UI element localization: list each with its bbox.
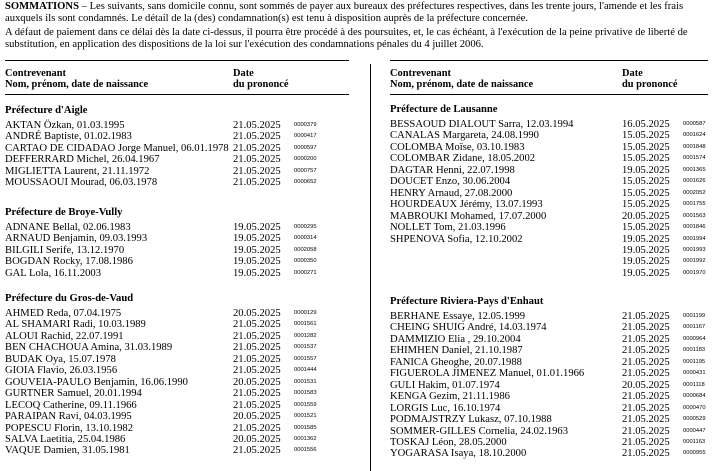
reference-code: 0001992 — [683, 258, 706, 265]
date-prononce: 15.05.2025 — [622, 199, 670, 211]
date-prononce: 21.05.2025 — [233, 388, 281, 400]
reference-code: 0000200 — [294, 156, 317, 163]
reference-code: 0000129 — [294, 310, 317, 316]
reference-code: 0001993 — [683, 246, 706, 253]
reference-code: 0001118 — [683, 381, 705, 388]
contrevenant-name: YOGARASA Isaya, 18.10.2000 — [390, 448, 527, 460]
table-row — [5, 388, 349, 399]
contrevenant-name: NOLLET Tom, 21.03.1996 — [390, 222, 506, 234]
date-prononce: 21.05.2025 — [622, 391, 670, 403]
reference-code: 0001521 — [294, 413, 317, 420]
date-prononce: 21.05.2025 — [233, 353, 281, 365]
table-row — [390, 234, 708, 245]
date-prononce: 19.05.2025 — [233, 267, 281, 279]
date-prononce: 15.05.2025 — [622, 141, 670, 153]
reference-code: 0000379 — [294, 122, 317, 128]
reference-code: 0001583 — [294, 390, 317, 397]
date-prononce: 21.05.2025 — [233, 342, 281, 354]
intro-paragraph-1 — [5, 1, 708, 25]
top-rule — [5, 60, 349, 61]
table-row — [5, 377, 349, 388]
table-row — [390, 211, 708, 222]
reference-code: 0000955 — [683, 450, 706, 457]
contrevenant-name: BOGDAN Rocky, 17.08.1986 — [5, 256, 133, 268]
intro-paragraph-2: A défaut de paiement dans ce délai dès la date ci-dessus, il pourra être procédé à des poursuites, et, le cas échéant, à l'exécution de la peine privative de liberté de substitution, en application des dispositions de la loi sur l'exécution des condamnations pénales du 4 juillet 2006. — [5, 27, 688, 50]
reference-code: 0001626 — [683, 178, 706, 185]
reference-code: 0001531 — [294, 378, 317, 385]
table-row — [5, 143, 349, 154]
contrevenant-name: BUDAK Oya, 15.07.1978 — [5, 353, 116, 365]
contrevenant-name: DEFFERRARD Michel, 26.04.1967 — [5, 154, 160, 166]
date-prononce: 20.05.2025 — [233, 376, 281, 388]
reference-code: 0001624 — [683, 132, 706, 139]
header-date-line2: du prononcé — [233, 79, 289, 90]
contrevenant-name: SHPENOVA Sofia, 12.10.2002 — [390, 233, 523, 245]
section-title: Préfecture de Broye-Vully — [5, 207, 123, 218]
contrevenant-name: AHMED Reda, 07.04.1975 — [5, 308, 122, 319]
reference-code: 0000350 — [294, 258, 317, 265]
contrevenant-name: MIGLIETTA Laurent, 21.11.1972 — [5, 165, 150, 177]
contrevenant-name: MABROUKI Mohamed, 17.07.2000 — [390, 210, 547, 222]
table-row — [5, 308, 349, 319]
contrevenant-name: DAMMIZIO Elia , 29.10.2004 — [390, 333, 521, 345]
reference-code: 0001994 — [683, 235, 706, 242]
table-row — [390, 357, 708, 368]
date-prononce: 19.05.2025 — [622, 256, 670, 268]
date-prononce: 15.05.2025 — [622, 153, 670, 165]
contrevenant-name: VAQUE Damien, 31.05.1981 — [5, 445, 130, 457]
date-prononce: 21.05.2025 — [622, 448, 670, 460]
header-date — [233, 68, 289, 90]
date-prononce: 19.05.2025 — [622, 233, 670, 245]
contrevenant-name: GULI Hakim, 01.07.1974 — [390, 379, 500, 391]
column-divider — [370, 64, 371, 471]
contrevenant-name: DOUCET Enzo, 30.06.2004 — [390, 176, 511, 188]
date-prononce: 15.05.2025 — [622, 176, 670, 188]
date-prononce: 21.05.2025 — [622, 345, 670, 357]
contrevenant-name: CANALAS Margareta, 24.08.1990 — [390, 130, 539, 142]
table-row — [390, 334, 708, 345]
header-date-line1: Date — [233, 68, 254, 79]
table-row — [5, 233, 349, 244]
header-rule — [5, 94, 349, 95]
section-title: Préfecture Riviera-Pays d'Enhaut — [390, 296, 544, 307]
reference-code: 0000470 — [683, 404, 706, 411]
reference-code: 0000597 — [294, 144, 317, 151]
date-prononce: 21.05.2025 — [233, 422, 281, 434]
reference-code: 0001556 — [294, 447, 317, 454]
date-prononce: 21.05.2025 — [622, 436, 670, 448]
table-row — [390, 345, 708, 356]
reference-code: 0000314 — [294, 235, 317, 242]
contrevenant-name: SOMMER-GILLES Cornelia, 24.02.1963 — [390, 425, 569, 437]
contrevenant-name: PODMAJSTRZY Lukasz, 07.10.1988 — [390, 414, 552, 426]
reference-code: 0001199 — [683, 313, 706, 319]
reference-code: 0001557 — [294, 355, 317, 362]
contrevenant-name: DAGTAR Henni, 22.07.1998 — [390, 164, 515, 176]
contrevenant-name: CHEING SHUIG André, 14.03.1974 — [390, 322, 547, 334]
reference-code: 0000684 — [683, 393, 706, 400]
table-row — [390, 403, 708, 414]
reference-code: 0000757 — [294, 167, 317, 174]
contrevenant-name: GIOIA Flavio, 26.03.1956 — [5, 365, 118, 377]
date-prononce: 21.05.2025 — [622, 425, 670, 437]
date-prononce: 21.05.2025 — [622, 368, 670, 380]
contrevenant-name: BERHANE Essaye, 12.05.1999 — [390, 311, 526, 322]
header-date-line1: Date — [622, 68, 643, 79]
reference-code: 0001195 — [683, 358, 706, 365]
date-prononce: 21.05.2025 — [622, 402, 670, 414]
contrevenant-name: TOSKAJ Léon, 28.05.2000 — [390, 436, 507, 448]
table-row — [390, 414, 708, 425]
reference-code: 0001362 — [294, 435, 317, 442]
table-row — [390, 199, 708, 210]
date-prononce: 21.05.2025 — [233, 365, 281, 377]
contrevenant-name: GOUVEIA-PAULO Benjamin, 16.06.1990 — [5, 376, 188, 388]
reference-code: 0000964 — [683, 335, 706, 342]
header-date-line2: du prononcé — [622, 79, 678, 90]
contrevenant-name: PARAIPAN Ravi, 04.03.1995 — [5, 411, 132, 423]
date-prononce: 19.05.2025 — [233, 233, 281, 245]
contrevenant-name: BILGILI Serife, 13.12.1970 — [5, 244, 125, 256]
table-row — [390, 142, 708, 153]
contrevenant-name: BEN CHACHOUA Amina, 31.03.1989 — [5, 342, 173, 354]
table-row — [5, 423, 349, 434]
contrevenant-name: HOURDEAUX Jérémy, 13.07.1993 — [390, 199, 543, 211]
date-prononce: 21.05.2025 — [622, 311, 670, 322]
table-row — [5, 400, 349, 411]
date-prononce: 21.05.2025 — [233, 319, 281, 331]
table-row — [390, 119, 708, 130]
reference-code: 0001846 — [683, 224, 706, 231]
header-date — [622, 68, 678, 90]
date-prononce: 19.05.2025 — [233, 244, 281, 256]
reference-code: 0002058 — [294, 246, 317, 253]
reference-code: 0000295 — [294, 224, 317, 230]
table-row — [390, 311, 708, 322]
contrevenant-name: EHIMHEN Daniel, 21.10.1987 — [390, 345, 523, 357]
date-prononce: 21.05.2025 — [622, 414, 670, 426]
table-row — [5, 166, 349, 177]
date-prononce: 21.05.2025 — [233, 330, 281, 342]
reference-code: 0002052 — [683, 189, 706, 196]
contrevenant-name: ARNAUD Benjamin, 09.03.1993 — [5, 233, 148, 245]
date-prononce: 15.05.2025 — [622, 222, 670, 234]
reference-code: 0000417 — [294, 133, 317, 140]
reference-code: 0001970 — [683, 269, 706, 276]
table-header — [5, 68, 349, 92]
table-row — [5, 222, 349, 233]
table-row — [5, 268, 349, 279]
reference-code: 0001559 — [294, 401, 317, 408]
table-row — [390, 322, 708, 333]
reference-code: 0001183 — [683, 347, 706, 354]
date-prononce: 21.05.2025 — [622, 333, 670, 345]
table-row — [390, 245, 708, 256]
date-prononce: 15.05.2025 — [622, 187, 670, 199]
table-row — [5, 411, 349, 422]
contrevenant-name: HENRY Arnaud, 27.08.2000 — [390, 187, 513, 199]
date-prononce: 20.05.2025 — [622, 210, 670, 222]
section-title: Préfecture d'Aigle — [5, 105, 88, 116]
reference-code: 0001848 — [683, 143, 706, 150]
reference-code: 0001574 — [683, 155, 706, 162]
table-row — [390, 222, 708, 233]
table-row — [5, 331, 349, 342]
table-row — [390, 256, 708, 267]
contrevenant-name: MOUSSAOUI Mourad, 06.03.1978 — [5, 177, 158, 189]
top-rule — [390, 60, 708, 61]
reference-code: 0000529 — [683, 416, 706, 423]
reference-code: 0001163 — [683, 438, 706, 445]
table-row — [390, 391, 708, 402]
contrevenant-name: FIGUEROLA JIMENEZ Manuel, 01.01.1966 — [390, 368, 585, 380]
date-prononce: 21.05.2025 — [233, 131, 281, 143]
table-row — [390, 380, 708, 391]
header-contrevenant-line2: Nom, prénom, date de naissance — [390, 79, 534, 90]
table-row — [390, 268, 708, 279]
date-prononce: 19.05.2025 — [622, 267, 670, 279]
table-row — [390, 426, 708, 437]
table-row — [5, 154, 349, 165]
table-row — [5, 342, 349, 353]
contrevenant-name: COLOMBA Moïse, 03.10.1983 — [390, 141, 525, 153]
table-row — [390, 437, 708, 448]
date-prononce: 19.05.2025 — [233, 222, 281, 233]
table-row — [390, 448, 708, 459]
reference-code: 0001561 — [294, 321, 317, 328]
header-contrevenant-line2: Nom, prénom, date de naissance — [5, 79, 149, 90]
date-prononce: 21.05.2025 — [233, 154, 281, 166]
table-row — [5, 365, 349, 376]
contrevenant-name: FANICA Gheoghe, 20.07.1988 — [390, 356, 522, 368]
table-row — [390, 130, 708, 141]
header-contrevenant — [5, 68, 148, 90]
date-prononce: 19.05.2025 — [233, 256, 281, 268]
reference-code: 0001167 — [683, 324, 706, 331]
table-row — [5, 245, 349, 256]
date-prononce: 19.05.2025 — [622, 244, 670, 256]
date-prononce: 19.05.2025 — [622, 164, 670, 176]
reference-code: 0001282 — [294, 332, 317, 339]
contrevenant-name: AKTAN Özkan, 01.03.1995 — [5, 120, 125, 131]
intro-text-1: – Les suivants, sans domicile connu, sont sommés de payer aux bureaux des préfectures respectives, dans les trente jours, l'amende et les frais auxquels ils sont condamnés. Le détail de la (des) condamnation(s) est tenu à disposition auprès de la préfecture concernée. — [5, 1, 684, 24]
reference-code: 0000447 — [683, 427, 706, 434]
table-row — [5, 319, 349, 330]
table-row — [390, 368, 708, 379]
date-prononce: 20.05.2025 — [233, 308, 281, 319]
section-title: Préfecture du Gros-de-Vaud — [5, 293, 134, 304]
contrevenant-name: GURTNER Samuel, 20.01.1994 — [5, 388, 142, 400]
contrevenant-name: KENGA Gezim, 21.11.1986 — [390, 391, 510, 403]
contrevenant-name: SALVA Laetitia, 25.04.1986 — [5, 433, 126, 445]
header-contrevenant — [390, 68, 533, 90]
reference-code: 0000431 — [683, 370, 706, 377]
intro-title: SOMMATIONS — [5, 1, 79, 12]
date-prononce: 21.05.2025 — [233, 142, 281, 154]
date-prononce: 21.05.2025 — [622, 322, 670, 334]
date-prononce: 16.05.2025 — [622, 119, 670, 130]
reference-code: 0001444 — [294, 367, 317, 374]
table-row — [390, 153, 708, 164]
contrevenant-name: ANDRÉ Baptiste, 01.02.1983 — [5, 131, 132, 143]
contrevenant-name: GAL Lola, 16.11.2003 — [5, 267, 102, 279]
reference-code: 0001755 — [683, 201, 706, 208]
table-row — [5, 354, 349, 365]
contrevenant-name: POPESCU Florin, 13.10.1982 — [5, 422, 134, 434]
contrevenant-name: LORGIS Luc, 16.10.1974 — [390, 402, 501, 414]
table-row — [5, 256, 349, 267]
table-row — [390, 188, 708, 199]
contrevenant-name: LECOQ Catherine, 09.11.1966 — [5, 399, 137, 411]
contrevenant-name: AL SHAMARI Radi, 10.03.1989 — [5, 319, 146, 331]
header-rule — [390, 94, 708, 95]
reference-code: 0001537 — [294, 344, 317, 351]
date-prononce: 15.05.2025 — [622, 130, 670, 142]
table-row — [5, 120, 349, 131]
date-prononce: 21.05.2025 — [233, 165, 281, 177]
date-prononce: 21.05.2025 — [622, 356, 670, 368]
header-contrevenant-line1: Contrevenant — [5, 68, 66, 79]
date-prononce: 21.05.2025 — [233, 120, 281, 131]
date-prononce: 21.05.2025 — [233, 399, 281, 411]
contrevenant-name: ALOUI Rachid, 22.07.1991 — [5, 330, 124, 342]
section-title: Préfecture de Lausanne — [390, 104, 498, 115]
table-row — [5, 445, 349, 456]
reference-code: 0001585 — [294, 424, 317, 431]
header-contrevenant-line1: Contrevenant — [390, 68, 451, 79]
contrevenant-name: ADNANE Bellal, 02.06.1983 — [5, 222, 131, 233]
date-prononce: 20.05.2025 — [233, 433, 281, 445]
table-row — [390, 176, 708, 187]
date-prononce: 20.05.2025 — [622, 379, 670, 391]
table-row — [5, 177, 349, 188]
table-row — [5, 131, 349, 142]
table-row — [390, 165, 708, 176]
reference-code: 0001365 — [683, 166, 706, 173]
contrevenant-name: COLOMBAR Zidane, 18.05.2002 — [390, 153, 536, 165]
reference-code: 0001563 — [683, 212, 706, 219]
table-row — [5, 434, 349, 445]
date-prononce: 21.05.2025 — [233, 177, 281, 189]
date-prononce: 20.05.2025 — [233, 411, 281, 423]
table-header — [390, 68, 708, 92]
reference-code: 0000652 — [294, 179, 317, 186]
reference-code: 0000587 — [683, 121, 706, 127]
contrevenant-name: BESSAOUD DIALOUT Sarra, 12.03.1994 — [390, 119, 574, 130]
date-prononce: 21.05.2025 — [233, 445, 281, 457]
reference-code: 0000271 — [294, 269, 317, 276]
contrevenant-name: CARTAO DE CIDADAO Jorge Manuel, 06.01.1978 — [5, 142, 229, 154]
